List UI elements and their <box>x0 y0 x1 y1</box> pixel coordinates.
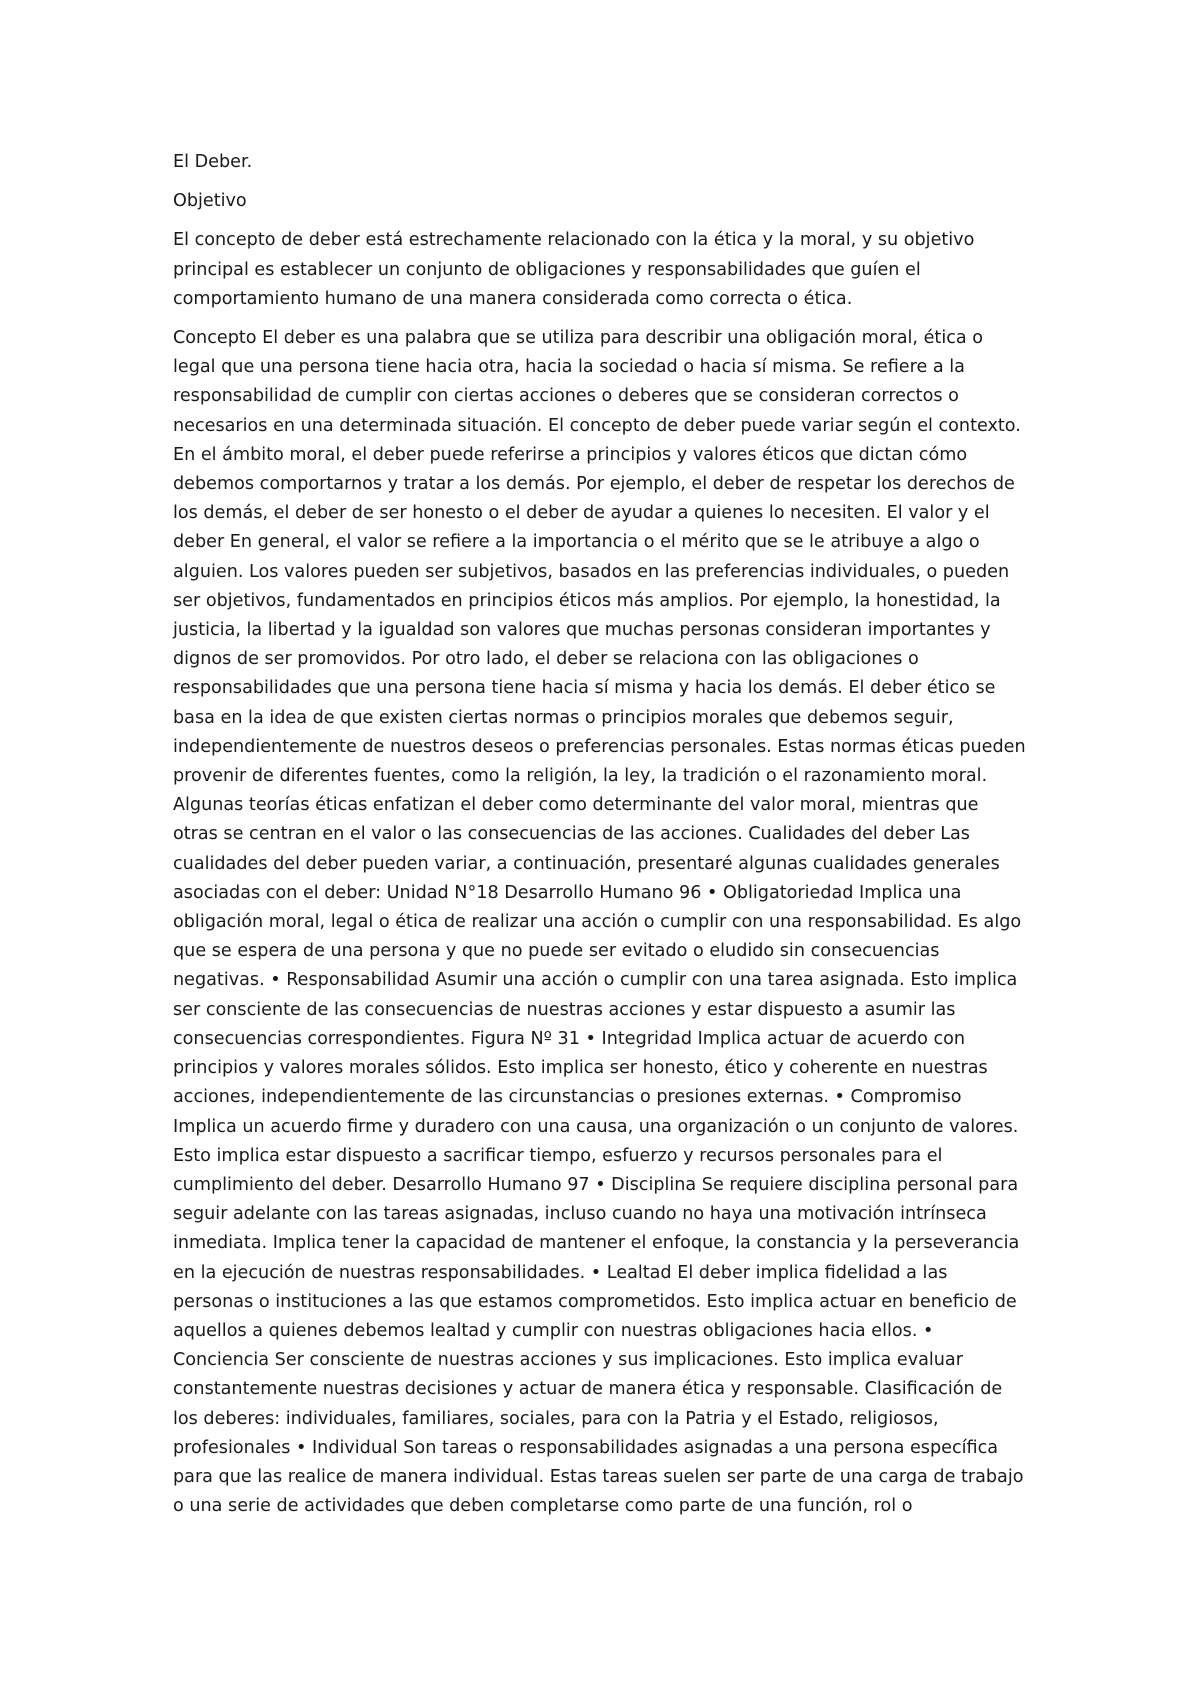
paragraph-objetivo: El concepto de deber está estrechamente relacionado con la ética y la moral, y su objetivo principal es establecer un conjunto de obligaciones y responsabilidades que guíen el comportamiento humano de una manera considerada como correcta o ética. <box>173 230 975 309</box>
section-heading-objetivo: Objetivo <box>173 191 247 212</box>
document-title: El Deber. <box>173 152 253 172</box>
paragraph-concepto: Concepto El deber es una palabra que se utiliza para describir una obligación moral, ética o legal que una persona tiene hacia otra, hacia la sociedad o hacia sí misma. Se refiere a la responsabilidad de cumplir con ciertas acciones o deberes que se consideran correctos o necesarios en una determinada situación. El concepto de deber puede variar según el contexto. En el ámbito moral, el deber puede referirse a principios y valores éticos que dictan cómo debemos comportarnos y tratar a los demás. Por ejemplo, el deber de respetar los derechos de los demás, el deber de ser honesto o el deber de ayudar a quienes lo necesiten. El valor y el deber En general, el valor se refiere a la importancia o el mérito que se le atribuye a algo o alguien. Los valores pueden ser subjetivos, basados en las preferencias individuales, o pueden ser objetivos, fundamentados en principios éticos más amplios. Por ejemplo, la honestidad, la justicia, la libertad y la igualdad son valores que muchas personas consideran importantes y dignos de ser promovidos. Por otro lado, el deber se relaciona con las obligaciones o responsabilidades que una persona tiene hacia sí misma y hacia los demás. El deber ético se basa en la idea de que existen ciertas normas o principios morales que debemos seguir, independientemente de nuestros deseos o preferencias personales. Estas normas éticas pueden provenir de diferentes fuentes, como la religión, la ley, la tradición o el razonamiento moral. Algunas teorías éticas enfatizan el deber como determinante del valor moral, mientras que otras se centran en el valor o las consecuencias de las acciones. Cualidades del deber Las cualidades del deber pueden variar, a continuación, presentaré algunas cualidades generales asociadas con el deber: Unidad N°18 Desarrollo Humano 96 • Obligatoriedad Implica una obligación moral, legal o ética de realizar una acción o cumplir con una responsabilidad. Es algo que se espera de una persona y que no puede ser evitado o eludido sin consecuencias negativas. • Responsabilidad Asumir una acción o cumplir con una tarea asignada. Esto implica ser consciente de las consecuencias de nuestras acciones y estar dispuesto a asumir las consecuencias correspondientes. Figura Nº 31 • Integridad Implica actuar de acuerdo con principios y valores morales sólidos. Esto implica ser honesto, ético y coherente en nuestras acciones, independientemente de las circunstancias o presiones externas. • Compromiso Implica un acuerdo firme y duradero con una causa, una organización o un conjunto de valores. Esto implica estar dispuesto a sacrificar tiempo, esfuerzo y recursos personales para el cumplimiento del deber. Desarrollo Humano 97 • Disciplina Se requiere disciplina personal para seguir adelante con las tareas asignadas, incluso cuando no haya una motivación intrínseca inmediata. Implica tener la capacidad de mantener el enfoque, la constancia y la perseverancia en la ejecución de nuestras responsabilidades. • Lealtad El deber implica fidelidad a las personas o instituciones a las que estamos comprometidos. Esto implica actuar en beneficio de aquellos a quienes debemos lealtad y cumplir con nuestras obligaciones hacia ellos. • Conciencia Ser consciente de nuestras acciones y sus implicaciones. Esto implica evaluar constantemente nuestras decisiones y actuar de manera ética y responsable. Clasificación de los deberes: individuales, familiares, sociales, para con la Patria y el Estado, religiosos, profesionales • Individual Son tareas o responsabilidades asignadas a una persona específica para que las realice de manera individual. Estas tareas suelen ser parte de una carga de trabajo o una serie de actividades que deben completarse como parte de una función, rol o <box>173 328 1026 1517</box>
